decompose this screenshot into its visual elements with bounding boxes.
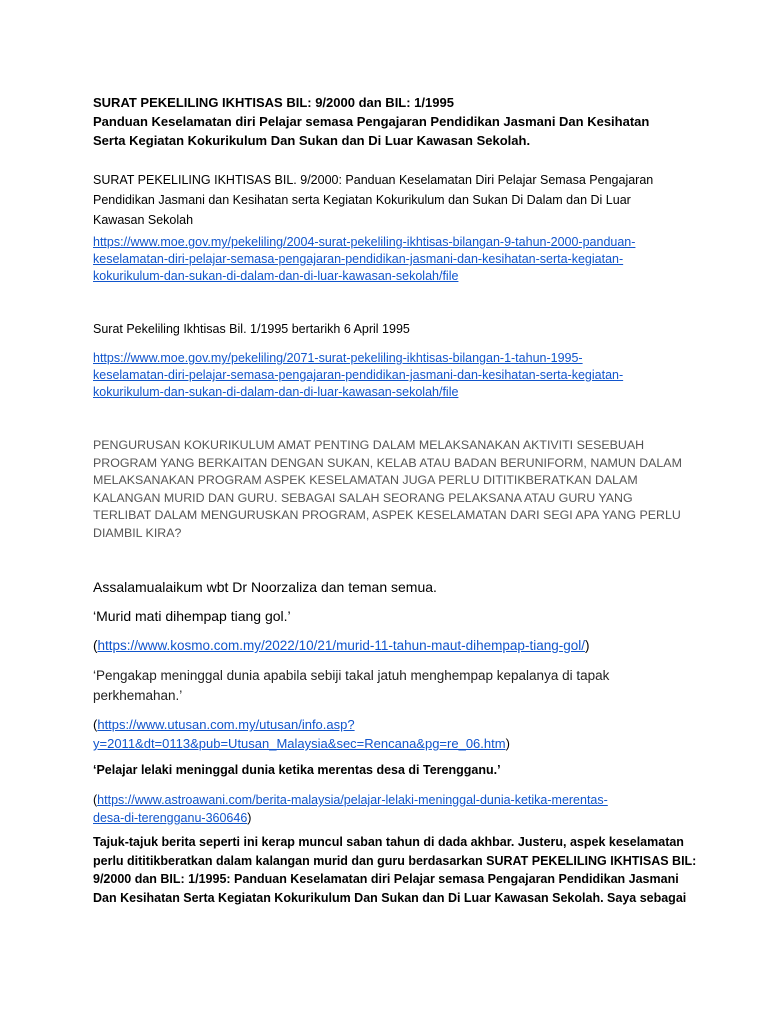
question-line: DIAMBIL KIRA? bbox=[93, 525, 182, 540]
paragraph-line: SURAT PEKELILING IKHTISAS BIL. 9/2000: Panduan Keselamatan Diri Pelajar Semasa Pengajaran bbox=[93, 173, 654, 187]
headline-line: ‘Pengakap meninggal dunia apabila sebiji takal jatuh menghempap kepalanya di tapak bbox=[93, 668, 610, 683]
news-reference-2: (https://www.utusan.com.my/utusan/info.asp? y=2011&dt=0113&pub=Utusan_Malaysia&sec=Rencana&pg=re_06.htm) bbox=[93, 717, 510, 751]
link-line[interactable]: kokurikulum-dan-sukan-di-dalam-dan-di-luar-kawasan-sekolah/file bbox=[93, 269, 459, 283]
news-reference-3: (https://www.astroawani.com/berita-malaysia/pelajar-lelaki-meninggal-dunia-ketika-merentas- desa-di-terengganu-360646) bbox=[93, 793, 608, 825]
news-headline-1: ‘Murid mati dihempap tiang gol.’ bbox=[93, 608, 291, 624]
heading-subtitle-line: Serta Kegiatan Kokurikulum Dan Sukan dan Di Luar Kawasan Sekolah. bbox=[93, 133, 531, 148]
link-line[interactable]: kokurikulum-dan-sukan-di-dalam-dan-di-luar-kawasan-sekolah/file bbox=[93, 385, 459, 399]
circular-9-2000-description bbox=[93, 170, 693, 230]
link-line[interactable]: keselamatan-diri-pelajar-semasa-pengajaran-pendidikan-jasmani-dan-kesihatan-serta-kegiatan- bbox=[93, 368, 624, 382]
news-headline-2 bbox=[93, 666, 693, 706]
link-line[interactable]: https://www.moe.gov.my/pekeliling/2004-surat-pekeliling-ikhtisas-bilangan-9-tahun-2000-panduan- bbox=[93, 235, 636, 249]
news-headline-3: ‘Pelajar lelaki meninggal dunia ketika merentas desa di Terengganu.’ bbox=[93, 763, 501, 777]
discussion-question bbox=[93, 437, 693, 542]
response-body bbox=[93, 833, 697, 907]
circular-1-1995-description: Surat Pekeliling Ikhtisas Bil. 1/1995 bertarikh 6 April 1995 bbox=[93, 322, 410, 336]
question-line: KALANGAN MURID DAN GURU. SEBAGAI SALAH SEORANG PELAKSANA ATAU GURU YANG bbox=[93, 490, 633, 505]
news-link-utusan[interactable]: https://www.utusan.com.my/utusan/info.asp? bbox=[97, 717, 355, 732]
question-line: MELAKSANAKAN PROGRAM ASPEK KESELAMATAN JUGA PERLU DITITIKBERATKAN DALAM bbox=[93, 473, 638, 487]
heading-subtitle-line: Panduan Keselamatan diri Pelajar semasa Pengajaran Pendidikan Jasmani Dan Kesihatan bbox=[93, 114, 650, 129]
news-reference-1: (https://www.kosmo.com.my/2022/10/21/murid-11-tahun-maut-dihempap-tiang-gol/) bbox=[93, 638, 590, 653]
link-line[interactable]: https://www.moe.gov.my/pekeliling/2071-surat-pekeliling-ikhtisas-bilangan-1-tahun-1995- bbox=[93, 351, 583, 365]
paragraph-line: Kawasan Sekolah bbox=[93, 213, 194, 227]
headline-line: perkhemahan.’ bbox=[93, 688, 183, 703]
body-line: Dan Kesihatan Serta Kegiatan Kokurikulum Dan Sukan dan Di Luar Kawasan Sekolah. Saya sebagai bbox=[93, 890, 687, 905]
question-line: TERLIBAT DALAM MENGURUSKAN PROGRAM, ASPEK KESELAMATAN DARI SEGI APA YANG PERLU bbox=[93, 508, 681, 522]
news-link-astroawani[interactable]: desa-di-terengganu-360646 bbox=[93, 811, 248, 825]
greeting: Assalamualaikum wbt Dr Noorzaliza dan teman semua. bbox=[93, 579, 437, 595]
circular-1-1995-link[interactable] bbox=[93, 350, 693, 401]
document-heading bbox=[93, 93, 693, 150]
question-line: PENGURUSAN KOKURIKULUM AMAT PENTING DALAM MELAKSANAKAN AKTIVITI SESEBUAH bbox=[93, 438, 645, 452]
paragraph-line: Pendidikan Jasmani dan Kesihatan serta Kegiatan Kokurikulum dan Sukan Di Dalam dan Di Luar bbox=[93, 193, 631, 207]
link-line[interactable]: keselamatan-diri-pelajar-semasa-pengajaran-pendidikan-jasmani-dan-kesihatan-serta-kegiatan- bbox=[93, 252, 624, 266]
heading-title: SURAT PEKELILING IKHTISAS BIL: 9/2000 dan BIL: 1/1995 bbox=[93, 95, 454, 110]
question-line: PROGRAM YANG BERKAITAN DENGAN SUKAN, KELAB ATAU BADAN BERUNIFORM, NAMUN DALAM bbox=[93, 455, 682, 470]
body-line: Tajuk-tajuk berita seperti ini kerap muncul saban tahun di dada akhbar. Justeru, aspek keselamatan bbox=[93, 835, 684, 849]
body-line: 9/2000 dan BIL: 1/1995: Panduan Keselamatan diri Pelajar semasa Pengajaran Pendidikan Jasmani bbox=[93, 872, 679, 886]
circular-9-2000-link[interactable] bbox=[93, 234, 693, 285]
news-link-utusan[interactable]: y=2011&dt=0113&pub=Utusan_Malaysia&sec=Rencana&pg=re_06.htm bbox=[93, 736, 506, 751]
body-line: perlu dititikberatkan dalam kalangan murid dan guru berdasarkan SURAT PEKELILING IKHTISAS BIL: bbox=[93, 853, 697, 868]
news-link-astroawani[interactable]: https://www.astroawani.com/berita-malaysia/pelajar-lelaki-meninggal-dunia-ketika-merentas- bbox=[97, 793, 608, 807]
news-link-kosmo[interactable]: https://www.kosmo.com.my/2022/10/21/murid-11-tahun-maut-dihempap-tiang-gol/ bbox=[97, 638, 585, 653]
